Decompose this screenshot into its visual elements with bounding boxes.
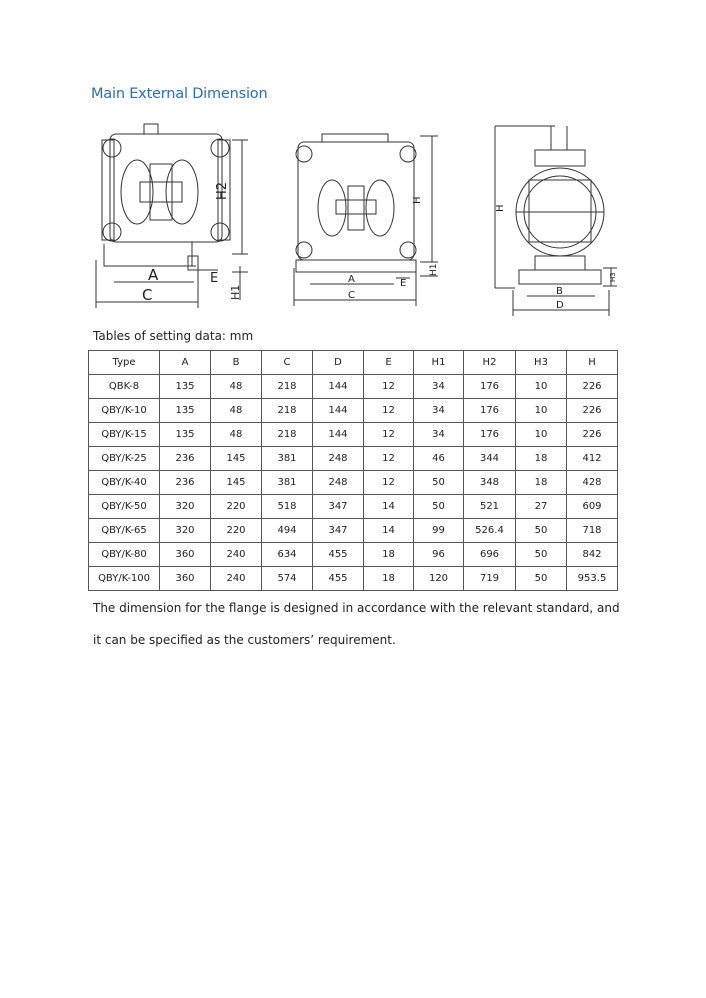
table-cell: 696 — [464, 543, 516, 567]
table-cell: 574 — [262, 567, 313, 591]
table-cell: 18 — [516, 471, 567, 495]
table-cell: 360 — [160, 567, 211, 591]
table-cell: 50 — [516, 543, 567, 567]
table-cell: 218 — [262, 399, 313, 423]
h1-label: H1 — [429, 263, 439, 276]
h2-label: H2 — [215, 181, 230, 200]
h-label: H — [412, 196, 423, 204]
table-cell: 360 — [160, 543, 211, 567]
table-cell: 455 — [313, 543, 364, 567]
page-heading: Main External Dimension — [91, 86, 268, 102]
table-cell: 176 — [464, 399, 516, 423]
table-row — [89, 399, 618, 423]
table-cell: QBY/K-10 — [89, 399, 160, 423]
table-caption: Tables of setting data: mm — [93, 329, 254, 343]
table-row — [89, 423, 618, 447]
table-cell: 14 — [364, 519, 414, 543]
table-cell: 719 — [464, 567, 516, 591]
header-h3: H3 — [516, 351, 567, 375]
pump-side-view-drawing — [92, 120, 262, 315]
table-cell: 135 — [160, 375, 211, 399]
table-row — [89, 375, 618, 399]
table-cell: 455 — [313, 567, 364, 591]
table-cell: 236 — [160, 447, 211, 471]
h-label: H — [495, 204, 506, 212]
header-h1: H1 — [414, 351, 464, 375]
table-cell: 14 — [364, 495, 414, 519]
table-cell: 953.5 — [567, 567, 618, 591]
table-cell: 494 — [262, 519, 313, 543]
flange-note-line-1: The dimension for the flange is designed in accordance with the relevant standard, and — [93, 601, 620, 615]
table-cell: 145 — [211, 447, 262, 471]
c-label: C — [142, 286, 153, 304]
table-cell: 526.4 — [464, 519, 516, 543]
table-cell: 347 — [313, 519, 364, 543]
table-cell: 50 — [516, 567, 567, 591]
table-cell: 50 — [414, 495, 464, 519]
table-cell: 50 — [414, 471, 464, 495]
table-cell: 176 — [464, 423, 516, 447]
table-cell: 99 — [414, 519, 464, 543]
table-cell: 18 — [364, 567, 414, 591]
table-cell: 521 — [464, 495, 516, 519]
pump-front-view-drawing — [288, 128, 463, 313]
flange-note-line-2: it can be specified as the customers’ requirement. — [93, 633, 396, 647]
table-cell: 240 — [211, 567, 262, 591]
pump-end-view-drawing — [489, 120, 629, 320]
table-cell: QBY/K-65 — [89, 519, 160, 543]
table-cell: 240 — [211, 543, 262, 567]
table-cell: 144 — [313, 423, 364, 447]
table-cell: 34 — [414, 423, 464, 447]
table-cell: 226 — [567, 375, 618, 399]
table-cell: 381 — [262, 471, 313, 495]
table-cell: 12 — [364, 399, 414, 423]
table-cell: 634 — [262, 543, 313, 567]
table-cell: 144 — [313, 375, 364, 399]
header-type: Type — [89, 351, 160, 375]
header-h2: H2 — [464, 351, 516, 375]
table-cell: 320 — [160, 519, 211, 543]
table-cell: 18 — [364, 543, 414, 567]
header-d: D — [313, 351, 364, 375]
table-cell: 518 — [262, 495, 313, 519]
table-cell: 220 — [211, 519, 262, 543]
table-row — [89, 567, 618, 591]
table-cell: 320 — [160, 495, 211, 519]
table-cell: 144 — [313, 399, 364, 423]
table-cell: 135 — [160, 423, 211, 447]
table-row — [89, 543, 618, 567]
setting-data-table — [88, 350, 618, 591]
table-cell: 12 — [364, 423, 414, 447]
table-cell: 218 — [262, 375, 313, 399]
table-cell: 348 — [464, 471, 516, 495]
table-cell: 48 — [211, 375, 262, 399]
table-cell: 381 — [262, 447, 313, 471]
table-cell: 34 — [414, 375, 464, 399]
table-cell: 412 — [567, 447, 618, 471]
table-cell: 609 — [567, 495, 618, 519]
table-cell: 12 — [364, 447, 414, 471]
e-label: E — [210, 271, 219, 286]
table-cell: 10 — [516, 375, 567, 399]
table-cell: QBK-8 — [89, 375, 160, 399]
a-label: A — [148, 266, 159, 284]
table-cell: QBY/K-80 — [89, 543, 160, 567]
table-cell: 236 — [160, 471, 211, 495]
table-cell: 248 — [313, 471, 364, 495]
table-cell: 48 — [211, 423, 262, 447]
table-row — [89, 495, 618, 519]
header-b: B — [211, 351, 262, 375]
table-cell: QBY/K-15 — [89, 423, 160, 447]
table-cell: 18 — [516, 447, 567, 471]
table-cell: 10 — [516, 399, 567, 423]
table-cell: 120 — [414, 567, 464, 591]
table-cell: QBY/K-50 — [89, 495, 160, 519]
table-cell: 344 — [464, 447, 516, 471]
table-cell: 226 — [567, 399, 618, 423]
table-cell: 12 — [364, 375, 414, 399]
h1-label: H1 — [229, 284, 242, 300]
c-label: C — [348, 290, 355, 301]
table-cell: 46 — [414, 447, 464, 471]
table-cell: 718 — [567, 519, 618, 543]
table-row — [89, 519, 618, 543]
table-cell: QBY/K-40 — [89, 471, 160, 495]
table-cell: 96 — [414, 543, 464, 567]
header-e: E — [364, 351, 414, 375]
d-label: D — [556, 300, 564, 311]
e-label: E — [400, 278, 407, 289]
table-cell: 347 — [313, 495, 364, 519]
a-label: A — [348, 274, 355, 285]
table-header-row — [89, 351, 618, 375]
header-a: A — [160, 351, 211, 375]
header-h: H — [567, 351, 618, 375]
table-cell: 50 — [516, 519, 567, 543]
table-cell: 842 — [567, 543, 618, 567]
table-cell: 34 — [414, 399, 464, 423]
table-row — [89, 471, 618, 495]
b-label: B — [556, 286, 563, 297]
table-cell: QBY/K-25 — [89, 447, 160, 471]
table-cell: 27 — [516, 495, 567, 519]
table-cell: 248 — [313, 447, 364, 471]
dimension-drawings — [86, 118, 622, 318]
table-cell: 176 — [464, 375, 516, 399]
table-cell: QBY/K-100 — [89, 567, 160, 591]
h3-label: H3 — [609, 272, 617, 282]
header-c: C — [262, 351, 313, 375]
table-cell: 135 — [160, 399, 211, 423]
table-cell: 48 — [211, 399, 262, 423]
table-cell: 220 — [211, 495, 262, 519]
table-row — [89, 447, 618, 471]
table-cell: 226 — [567, 423, 618, 447]
table-cell: 10 — [516, 423, 567, 447]
table-cell: 428 — [567, 471, 618, 495]
table-cell: 145 — [211, 471, 262, 495]
table-cell: 12 — [364, 471, 414, 495]
table-cell: 218 — [262, 423, 313, 447]
